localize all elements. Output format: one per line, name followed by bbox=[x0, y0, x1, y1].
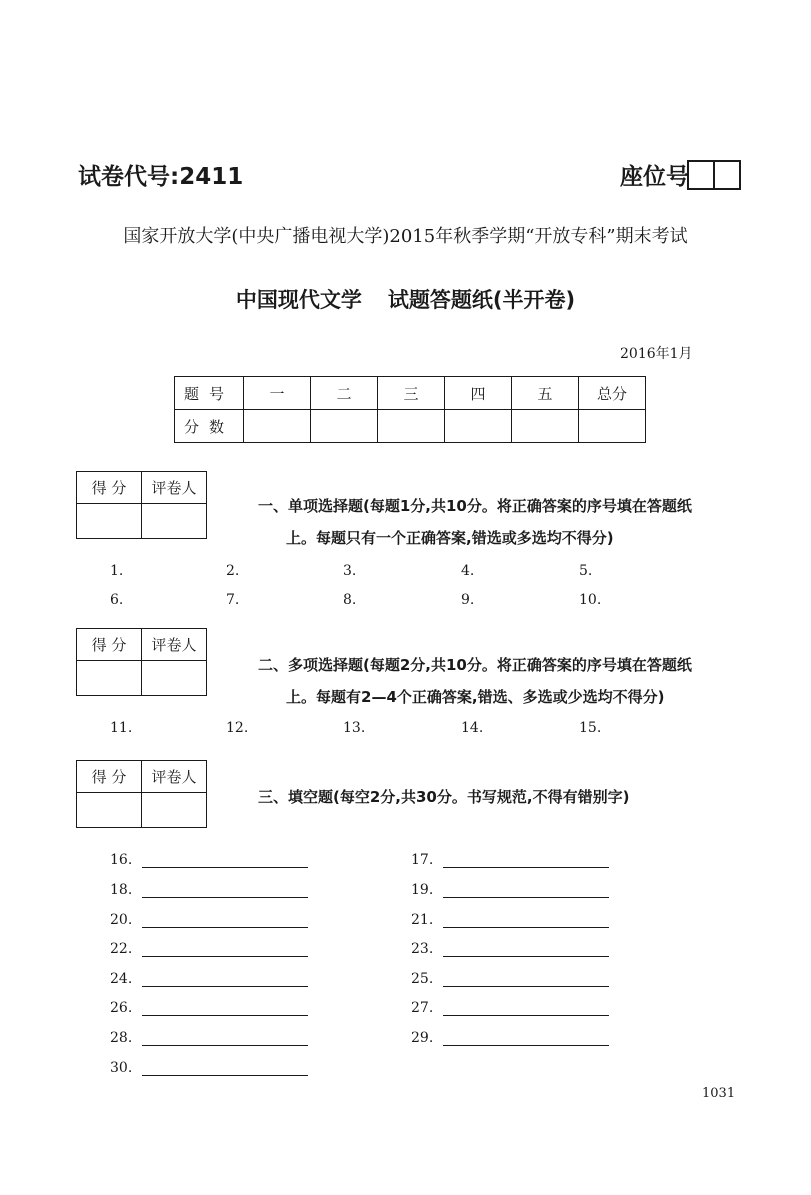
blank-line[interactable] bbox=[443, 972, 609, 987]
score-cell[interactable] bbox=[311, 410, 378, 443]
fill-blank-row bbox=[110, 1060, 308, 1076]
answer-number: 8. bbox=[343, 592, 357, 608]
grader-score-cell[interactable] bbox=[77, 661, 142, 696]
fill-blank-row bbox=[110, 1000, 308, 1016]
blank-number: 17. bbox=[411, 852, 434, 868]
grader-name-cell[interactable] bbox=[142, 793, 207, 828]
blank-line[interactable] bbox=[443, 853, 609, 868]
doc-type: 试题答题纸(半开卷) bbox=[387, 288, 576, 312]
blank-number: 26. bbox=[110, 1000, 133, 1016]
score-cell[interactable] bbox=[579, 410, 646, 443]
seat-box-2[interactable] bbox=[713, 160, 741, 190]
page-number: 1031 bbox=[702, 1086, 736, 1101]
seat-box-1[interactable] bbox=[687, 160, 715, 190]
blank-number: 29. bbox=[411, 1030, 434, 1046]
blank-number: 24. bbox=[110, 971, 133, 987]
fill-blank-row bbox=[411, 1000, 609, 1016]
answer-number: 9. bbox=[461, 592, 475, 608]
answer-number: 14. bbox=[461, 720, 484, 736]
blank-number: 23. bbox=[411, 941, 434, 957]
blank-number: 27. bbox=[411, 1000, 434, 1016]
blank-line[interactable] bbox=[142, 883, 308, 898]
seat-label: 座位号 bbox=[620, 164, 689, 190]
blank-number: 16. bbox=[110, 852, 133, 868]
fill-blank-row bbox=[411, 1030, 609, 1046]
answer-number: 3. bbox=[343, 563, 357, 579]
blank-number: 30. bbox=[110, 1060, 133, 1076]
page-title bbox=[0, 284, 811, 314]
fill-blank-row bbox=[110, 882, 308, 898]
fill-blank-row bbox=[411, 882, 609, 898]
col-5: 五 bbox=[512, 377, 579, 410]
col-3: 三 bbox=[378, 377, 445, 410]
grader-name-cell[interactable] bbox=[142, 504, 207, 539]
fill-blank-row bbox=[110, 912, 308, 928]
score-table bbox=[174, 376, 646, 443]
exam-title-line: 国家开放大学(中央广播电视大学)2015年秋季学期“开放专科”期末考试 bbox=[123, 226, 688, 247]
fill-blank-row bbox=[411, 971, 609, 987]
blank-number: 22. bbox=[110, 941, 133, 957]
section2-title-line1: 二、多项选择题(每题2分,共10分。将正确答案的序号填在答题纸 bbox=[258, 656, 692, 674]
fill-blank-row bbox=[110, 852, 308, 868]
answer-number: 13. bbox=[343, 720, 366, 736]
fill-blank-row bbox=[411, 852, 609, 868]
col-4: 四 bbox=[445, 377, 512, 410]
blank-line[interactable] bbox=[142, 972, 308, 987]
col-1: 一 bbox=[244, 377, 311, 410]
section1-title-line1: 一、单项选择题(每题1分,共10分。将正确答案的序号填在答题纸 bbox=[258, 497, 692, 515]
grader-score-label: 得 分 bbox=[77, 472, 142, 504]
grader-label: 评卷人 bbox=[142, 629, 207, 661]
row-head-question: 题号 bbox=[175, 377, 244, 410]
answer-number: 2. bbox=[226, 563, 240, 579]
blank-line[interactable] bbox=[443, 913, 609, 928]
answer-number: 5. bbox=[579, 563, 593, 579]
blank-line[interactable] bbox=[443, 1001, 609, 1016]
answer-number: 15. bbox=[579, 720, 602, 736]
grader-score-cell[interactable] bbox=[77, 793, 142, 828]
blank-line[interactable] bbox=[443, 942, 609, 957]
blank-number: 20. bbox=[110, 912, 133, 928]
grader-box-section1 bbox=[76, 471, 207, 539]
blank-line[interactable] bbox=[142, 853, 308, 868]
grader-label: 评卷人 bbox=[142, 472, 207, 504]
blank-number: 18. bbox=[110, 882, 133, 898]
score-table-header-row bbox=[175, 377, 646, 410]
answer-number: 4. bbox=[461, 563, 475, 579]
answer-number: 1. bbox=[110, 563, 124, 579]
grader-name-cell[interactable] bbox=[142, 661, 207, 696]
blank-line[interactable] bbox=[142, 1031, 308, 1046]
grader-score-cell[interactable] bbox=[77, 504, 142, 539]
score-cell[interactable] bbox=[512, 410, 579, 443]
score-cell[interactable] bbox=[244, 410, 311, 443]
grader-box-section2 bbox=[76, 628, 207, 696]
score-table-score-row bbox=[175, 410, 646, 443]
grader-score-label: 得 分 bbox=[77, 629, 142, 661]
row-head-score: 分数 bbox=[175, 410, 244, 443]
score-cell[interactable] bbox=[378, 410, 445, 443]
blank-number: 25. bbox=[411, 971, 434, 987]
paper-code: 试卷代号:2411 bbox=[78, 164, 244, 190]
fill-blank-row bbox=[411, 912, 609, 928]
blank-line[interactable] bbox=[443, 883, 609, 898]
col-2: 二 bbox=[311, 377, 378, 410]
blank-number: 28. bbox=[110, 1030, 133, 1046]
blank-line[interactable] bbox=[142, 1001, 308, 1016]
section1-title-line2: 上。每题只有一个正确答案,错选或多选均不得分) bbox=[286, 529, 614, 547]
exam-date: 2016年1月 bbox=[620, 346, 693, 362]
grader-score-label: 得 分 bbox=[77, 761, 142, 793]
col-total: 总分 bbox=[579, 377, 646, 410]
answer-number: 10. bbox=[579, 592, 602, 608]
blank-line[interactable] bbox=[443, 1031, 609, 1046]
blank-number: 21. bbox=[411, 912, 434, 928]
answer-number: 12. bbox=[226, 720, 249, 736]
grader-box-section3 bbox=[76, 760, 207, 828]
fill-blank-row bbox=[110, 941, 308, 957]
section2-title-line2: 上。每题有2—4个正确答案,错选、多选或少选均不得分) bbox=[286, 688, 665, 706]
blank-line[interactable] bbox=[142, 942, 308, 957]
seat-number bbox=[620, 158, 741, 191]
blank-line[interactable] bbox=[142, 913, 308, 928]
fill-blank-row bbox=[411, 941, 609, 957]
blank-number: 19. bbox=[411, 882, 434, 898]
answer-number: 7. bbox=[226, 592, 240, 608]
grader-label: 评卷人 bbox=[142, 761, 207, 793]
blank-line[interactable] bbox=[142, 1061, 308, 1076]
course-name: 中国现代文学 bbox=[235, 288, 362, 312]
answer-number: 6. bbox=[110, 592, 124, 608]
fill-blank-row bbox=[110, 971, 308, 987]
fill-blank-row bbox=[110, 1030, 308, 1046]
answer-number: 11. bbox=[110, 720, 133, 736]
score-cell[interactable] bbox=[445, 410, 512, 443]
section3-title: 三、填空题(每空2分,共30分。书写规范,不得有错别字) bbox=[258, 788, 630, 806]
